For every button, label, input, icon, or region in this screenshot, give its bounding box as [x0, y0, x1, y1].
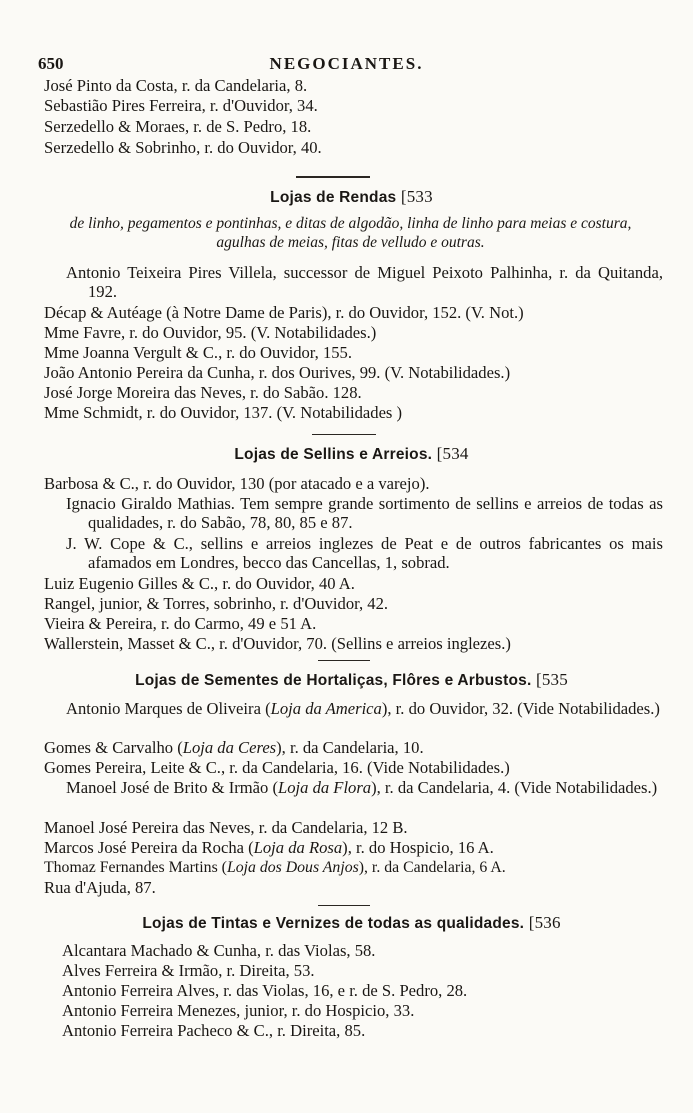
list-item: Ignacio Giraldo Mathias. Tem sempre grande sortimento de sellins e arreios de todas as qualidades, r. do Sabão, 78, 80, 85 e 87. [66, 494, 663, 532]
list-item: Thomaz Fernandes Martins (Loja dos Dous Anjos), r. da Candelaria, 6 A. [44, 859, 506, 876]
section-heading [40, 670, 663, 690]
section-divider [312, 434, 376, 435]
section-number: [534 [436, 444, 469, 463]
section-number: [535 [535, 670, 568, 689]
section-title: Lojas de Sementes de Hortaliças, Flôres e Arbustos. [135, 672, 532, 689]
list-item: Gomes & Carvalho (Loja da Ceres), r. da Candelaria, 10. [44, 738, 424, 757]
list-item: Antonio Marques de Oliveira (Loja da America), r. do Ouvidor, 32. (Vide Notabilidades.) [66, 699, 660, 718]
list-item: Serzedello & Moraes, r. de S. Pedro, 18. [44, 117, 312, 136]
list-item: Antonio Ferreira Pacheco & C., r. Direita, 85. [62, 1021, 366, 1040]
list-item: Alcantara Machado & Cunha, r. das Violas, 58. [62, 941, 376, 960]
list-item: Rangel, junior, & Torres, sobrinho, r. d'Ouvidor, 42. [44, 594, 389, 613]
section-heading [40, 444, 663, 464]
list-item: Barbosa & C., r. do Ouvidor, 130 (por atacado e a varejo). [44, 474, 430, 493]
list-item: Antonio Ferreira Menezes, junior, r. do Hospicio, 33. [62, 1001, 415, 1020]
list-item: Mme Schmidt, r. do Ouvidor, 137. (V. Notabilidades ) [44, 403, 403, 422]
list-item: Antonio Teixeira Pires Villela, successor de Miguel Peixoto Palhinha, r. da Quitanda, 192. [66, 263, 663, 301]
list-item: José Jorge Moreira das Neves, r. do Sabão. 128. [44, 383, 362, 402]
list-item: Marcos José Pereira da Rocha (Loja da Rosa), r. do Hospicio, 16 A. [44, 838, 494, 857]
section-title: Lojas de Rendas [270, 189, 397, 206]
list-item: João Antonio Pereira da Cunha, r. dos Ourives, 99. (V. Notabilidades.) [44, 363, 511, 382]
running-title: NEGOCIANTES. [269, 54, 424, 73]
list-item: Manoel José Pereira das Neves, r. da Candelaria, 12 B. [44, 818, 408, 837]
list-item: Wallerstein, Masset & C., r. d'Ouvidor, 70. (Sellins e arreios inglezes.) [44, 634, 511, 653]
page-header [38, 54, 655, 76]
list-item: J. W. Cope & C., sellins e arreios inglezes de Peat e de outros fabricantes os mais afamados em Londres, becco das Cancellas, 1, sobrad. [66, 534, 663, 572]
list-item: Mme Favre, r. do Ouvidor, 95. (V. Notabilidades.) [44, 323, 377, 342]
section-number: [533 [400, 187, 433, 206]
list-item: Manoel José de Brito & Irmão (Loja da Flora), r. da Candelaria, 4. (Vide Notabilidades.) [66, 778, 658, 797]
section-divider [318, 905, 370, 906]
section-heading [40, 187, 663, 207]
list-item: Sebastião Pires Ferreira, r. d'Ouvidor, 34. [44, 96, 318, 115]
list-item: Vieira & Pereira, r. do Carmo, 49 e 51 A. [44, 614, 317, 633]
list-item: Mme Joanna Vergult & C., r. do Ouvidor, 155. [44, 343, 352, 362]
list-item: Décap & Autéage (à Notre Dame de Paris), r. do Ouvidor, 152. (V. Not.) [44, 303, 524, 322]
list-item: Rua d'Ajuda, 87. [44, 878, 156, 897]
page-number: 650 [38, 54, 64, 73]
section-description: de linho, pegamentos e pontinhas, e ditas de algodão, linha de linho para meias e costura, agulhas de meias, fitas de velludo e outras. [69, 215, 632, 251]
section-title: Lojas de Tintas e Vernizes de todas as qualidades. [142, 915, 525, 932]
list-item: Serzedello & Sobrinho, r. do Ouvidor, 40. [44, 138, 322, 157]
list-item: José Pinto da Costa, r. da Candelaria, 8. [44, 76, 308, 95]
section-divider [296, 176, 370, 178]
section-divider [318, 660, 370, 661]
list-item: Luiz Eugenio Gilles & C., r. do Ouvidor, 40 A. [44, 574, 355, 593]
section-number: [536 [528, 913, 561, 932]
list-item: Antonio Ferreira Alves, r. das Violas, 16, e r. de S. Pedro, 28. [62, 981, 468, 1000]
list-item: Gomes Pereira, Leite & C., r. da Candelaria, 16. (Vide Notabilidades.) [44, 758, 510, 777]
section-heading [40, 913, 663, 933]
section-title: Lojas de Sellins e Arreios. [234, 446, 433, 463]
list-item: Alves Ferreira & Irmão, r. Direita, 53. [62, 961, 315, 980]
